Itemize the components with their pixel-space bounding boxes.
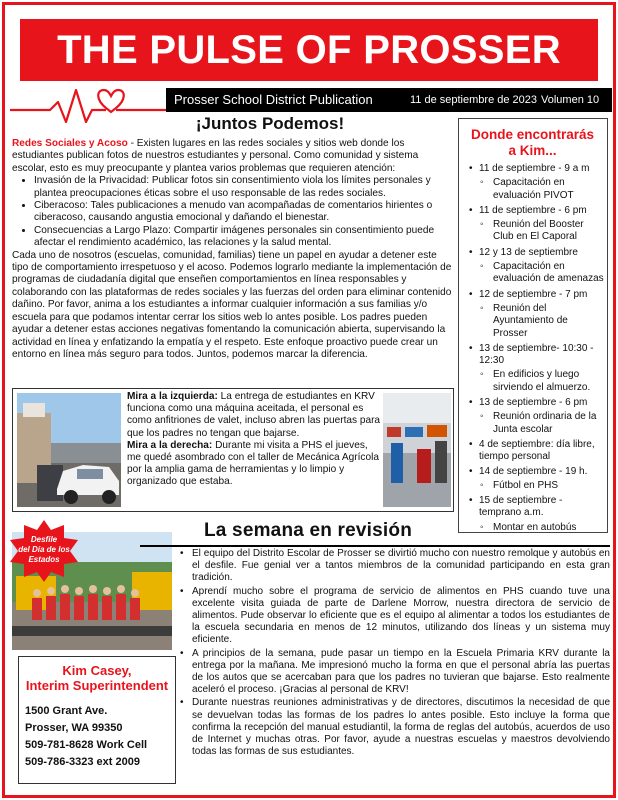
issue-date: 11 de septiembre de 2023 xyxy=(410,94,537,106)
schedule-when: • 4 de septiembre: día libre, tiempo personal xyxy=(467,439,605,464)
week-review-rule xyxy=(140,545,610,547)
schedule-when: • 11 de septiembre - 6 pm xyxy=(467,205,605,217)
schedule-what: ◦ Reunión del Ayuntamiento de Prosser xyxy=(467,303,605,340)
car-dropoff-photo xyxy=(17,393,121,507)
contact-office: 509-786-3323 ext 2009 xyxy=(25,756,140,768)
schedule-what: ◦ En edificios y luego sirviendo el almuerzo. xyxy=(467,369,605,394)
sidebar-title-line: a Kim... xyxy=(508,143,557,158)
right-caption xyxy=(127,440,381,489)
heartbeat-heart-icon xyxy=(10,82,170,128)
sidebar-title xyxy=(459,127,606,159)
badge-line-2: del Día de los xyxy=(18,545,70,554)
schedule-when: • 12 y 13 de septiembre xyxy=(467,247,605,259)
schedule-when: • 11 de septiembre - 9 a m xyxy=(467,163,605,175)
left-caption-label: Mira a la izquierda: xyxy=(127,391,218,402)
parade-badge-starburst xyxy=(6,520,82,582)
week-review-title: La semana en revisión xyxy=(204,520,413,541)
schedule-what: ◦ Montar en autobús xyxy=(467,522,605,534)
main-article-body xyxy=(12,138,454,361)
newsletter-title: THE PULSE OF PROSSER xyxy=(20,19,598,81)
list-item: • Ciberacoso: Tales publicaciones a menudo van acompañadas de comentarios hirientes o ciberacoso, causando angustia emocional y dañando el bienestar. xyxy=(34,200,454,225)
schedule-what: ◦ Reunión del Booster Club en El Caporal xyxy=(467,219,605,244)
contact-cell: 509-781-8628 Work Cell xyxy=(25,739,148,751)
right-caption-text: Durante mi visita a PHS el jueves, me quedé asombrado con el taller de Mecánica Agrícola por la amplia gama de herramientas y lo limpio y organizado que estaba. xyxy=(127,439,379,488)
schedule-list xyxy=(467,163,605,537)
publication-bar xyxy=(166,88,612,112)
contact-role: Interim Superintendent xyxy=(25,678,169,693)
contact-name: Kim Casey, xyxy=(62,663,132,678)
schedule-when: • 13 de septiembre - 6 pm xyxy=(467,397,605,409)
contact-box xyxy=(18,656,176,784)
photo-caption-text xyxy=(127,391,381,489)
schedule-when: • 13 de septiembre- 10:30 - 12:30 xyxy=(467,343,605,368)
ag-mechanics-shop-photo xyxy=(383,393,451,507)
schedule-what: ◦ Fútbol en PHS xyxy=(467,480,605,492)
issue-volume: Volumen 10 xyxy=(541,94,600,106)
list-item: • A principios de la semana, pude pasar un tiempo en la Escuela Primaria KRV durante la entrega por la mañana. Me impresionó mucho la forma en que el personal abría las puertas de los autos que se acercaban para que los padres no tuvieran que bajarse. Esto realmente aceleró el proceso. ¡Gracias al personal de KRV! xyxy=(178,648,610,697)
schedule-when: • 12 de septiembre - 7 pm xyxy=(467,289,605,301)
list-item: • Invasión de la Privacidad: Publicar fotos sin consentimiento viola los límites personales y plantea preocupaciones éticas sobre el uso responsable de las redes sociales. xyxy=(34,175,454,200)
parade-badge xyxy=(6,520,82,582)
schedule-when: • 15 de septiembre - temprano a.m. xyxy=(467,495,605,520)
schedule-what: ◦ Reunión ordinaria de la Junta escolar xyxy=(467,411,605,436)
badge-line-3: Estados xyxy=(28,555,60,564)
schedule-when: • 14 de septiembre - 19 h. xyxy=(467,466,605,478)
badge-line-1: Desfile xyxy=(30,535,58,544)
contact-header xyxy=(19,663,175,693)
sidebar-title-line: Donde encontrarás xyxy=(470,127,595,142)
left-caption-text: La entrega de estudiantes en KRV funciona como una máquina aceitada, el personal es como anfitriones de valet, incluso abren las puertas para que los padres no tengan que bajarse. xyxy=(127,391,381,439)
list-item: • Aprendí mucho sobre el programa de servicio de alimentos en PHS cuando tuve una excelente visita guiada de parte de Darlene Morrow, nuestra directora de servicio de alimentos. Pude observar lo eficiente que es el equipo al alimentar a todos los estudiantes de la escuela secundaria en menos de 12 minutos, utilizando dos líneas y un sistema muy eficiente. xyxy=(178,586,610,647)
list-item: • El equipo del Distrito Escolar de Prosser se divirtió mucho con nuestro remolque y autobús en el desfile. Fue genial ver a tantos miembros de la comunidad participando en esta gran tradición. xyxy=(178,548,610,585)
main-article-lead: Redes Sociales y Acoso xyxy=(12,138,128,149)
left-caption xyxy=(127,391,381,440)
publication-name: Prosser School District Publication xyxy=(174,92,373,107)
main-article-closing: Cada uno de nosotros (escuelas, comunidad, familias) tiene un papel en ayudar a detener este tipo de comportamiento irrespetuoso y el acoso. Podemos lograrlo mediante la implementación de programas de ciudadanía digital que enseñen comportamientos en línea responsables y colaborando con las plataformas de redes sociales y las fuerzas del orden para eliminar contenido dañino. Por favor, anima a los estudiantes a informar cualquier información a sus familias y/o escuela para que podamos intentar cerrar los sitios web lo antes posible. Los padres pueden ayudar a detener estas acciones negativas fomentando la comunicación abierta, supervisando la actividad en línea y enfatizando la empatía y el respeto. Este enfoque proactivo puede crear un entorno en línea más seguro para todos. Juntos, podemos marcar la diferencia. xyxy=(12,249,452,360)
schedule-sidebar xyxy=(458,118,608,533)
main-article-intro xyxy=(12,138,454,175)
main-article-intro-text: - Existen lugares en las redes sociales y sitios web donde los estudiantes publican fotos de nuestros estudiantes y personal. Como comunidad y sistema escolar, esto es muy preocupante y plantea varios problemas que requieren atención: xyxy=(12,138,419,174)
schedule-what: ◦ Capacitación en evaluación de amenazas xyxy=(467,261,605,286)
schedule-what: ◦ Capacitación en evaluación PIVOT xyxy=(467,177,605,202)
contact-city: Prosser, WA 99350 xyxy=(25,722,123,734)
contact-details xyxy=(25,703,147,771)
week-review-body xyxy=(178,548,610,759)
list-item: • Durante nuestras reuniones administrativas y de directores, discutimos la necesidad de que se devuelvan todas las formas de los padres lo antes posible. Esto incluye la forma que confirma la recepción del manual estudiantil, la forma de reglas del autobús, acuerdos de uso de Internet y muchas otras. Por favor, ayude a nuestras escuelas y maestros devolviendo todas las formas de sus estudiantes. xyxy=(178,697,610,758)
main-article-bullets xyxy=(34,175,454,249)
right-caption-label: Mira a la derecha: xyxy=(127,439,213,451)
main-article-title: ¡Juntos Podemos! xyxy=(195,114,345,133)
contact-address: 1500 Grant Ave. xyxy=(25,705,108,717)
photo-caption-box xyxy=(12,388,454,512)
list-item: • Consecuencias a Largo Plazo: Compartir imágenes personales sin consentimiento puede afectar el rendimiento académico, las relaciones y la salud mental. xyxy=(34,225,454,250)
